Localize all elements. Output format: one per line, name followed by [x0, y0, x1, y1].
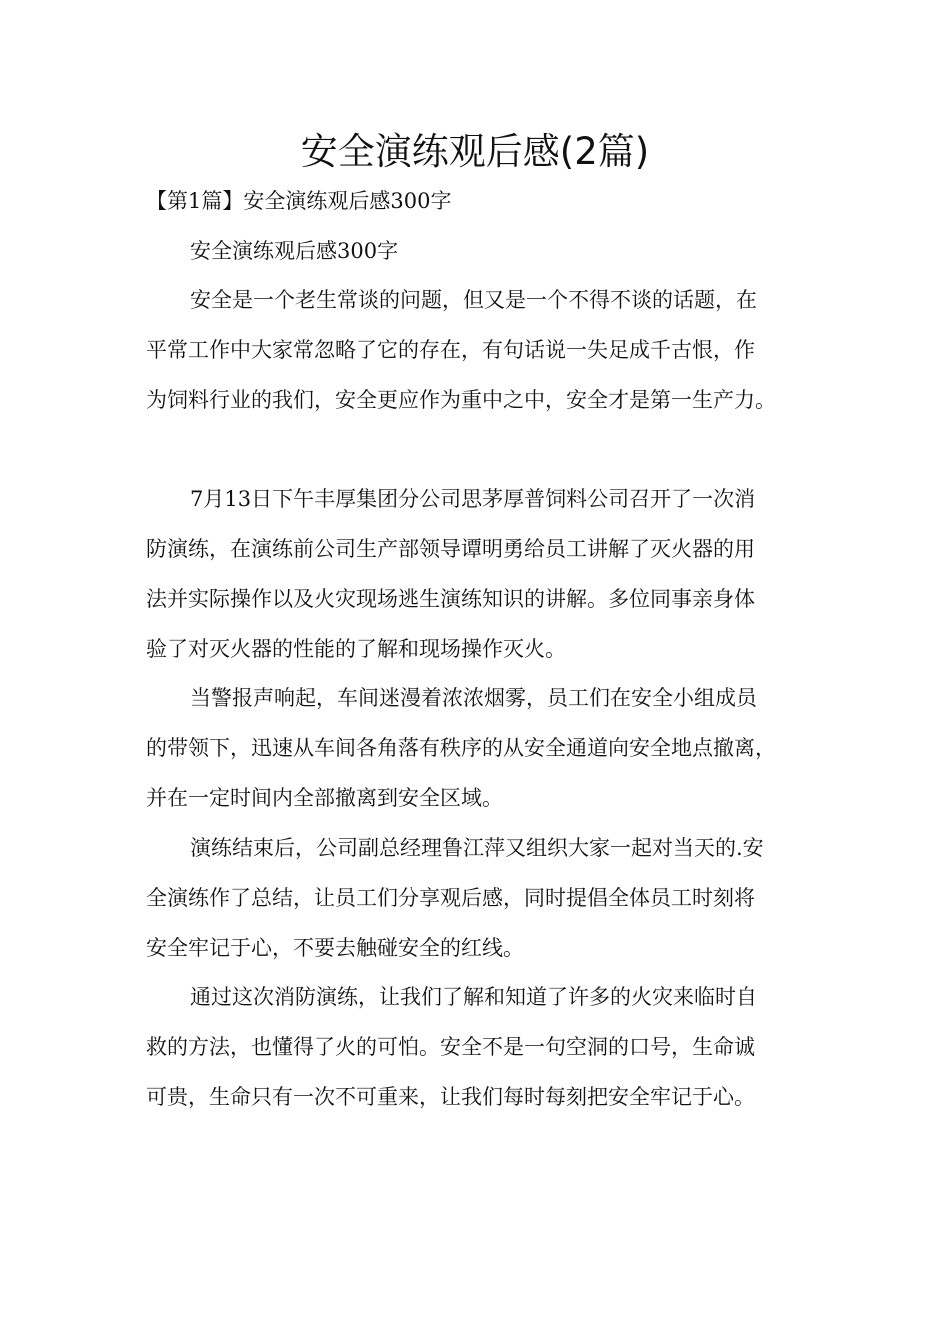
paragraph-line: 全演练作了总结，让员工们分享观后感，同时提倡全体员工时刻将 — [146, 886, 755, 910]
paragraph-line: 平常工作中大家常忽略了它的存在，有句话说一失足成千古恨，作 — [146, 338, 755, 362]
paragraph-line: 演练结束后，公司副总经理鲁江萍又组织大家一起对当天的.安 — [190, 836, 764, 860]
paragraph-2 — [146, 474, 816, 674]
paragraph-line: 当警报声响起，车间迷漫着浓浓烟雾，员工们在安全小组成员 — [190, 686, 757, 710]
paragraph-line: 防演练，在演练前公司生产部领导谭明勇给员工讲解了灭火器的用 — [146, 537, 755, 561]
paragraph-1 — [146, 275, 816, 425]
paragraph-line: 救的方法，也懂得了火的可怕。安全不是一句空洞的口号，生命诚 — [146, 1035, 755, 1059]
paragraph-line: 7月13日下午丰厚集团分公司思茅厚普饲料公司召开了一次消 — [190, 487, 756, 511]
paragraph-line: 为饲料行业的我们，安全更应作为重中之中，安全才是第一生产力。 — [146, 388, 776, 412]
paragraph-4 — [146, 823, 816, 973]
paragraph-3 — [146, 673, 816, 823]
paragraph-line: 安全是一个老生常谈的问题，但又是一个不得不谈的话题，在 — [190, 288, 757, 312]
paragraph-line: 法并实际操作以及火灾现场逃生演练知识的讲解。多位同事亲身体 — [146, 587, 755, 611]
paragraph-line: 的带领下，迅速从车间各角落有秩序的从安全通道向安全地点撤离， — [146, 736, 776, 760]
paragraph-line: 并在一定时间内全部撤离到安全区域。 — [146, 786, 503, 810]
article-subheading: 安全演练观后感300字 — [190, 239, 399, 263]
paragraph-line: 可贵，生命只有一次不可重来，让我们每时每刻把安全牢记于心。 — [146, 1085, 755, 1109]
document-title: 安全演练观后感(2篇) — [300, 130, 650, 173]
section-heading: 【第1篇】安全演练观后感300字 — [146, 189, 452, 213]
paragraph-5 — [146, 972, 816, 1122]
paragraph-line: 验了对灭火器的性能的了解和现场操作灭火。 — [146, 637, 566, 661]
paragraph-line: 安全牢记于心，不要去触碰安全的红线。 — [146, 936, 524, 960]
paragraph-line: 通过这次消防演练，让我们了解和知道了许多的火灾来临时自 — [190, 985, 757, 1009]
